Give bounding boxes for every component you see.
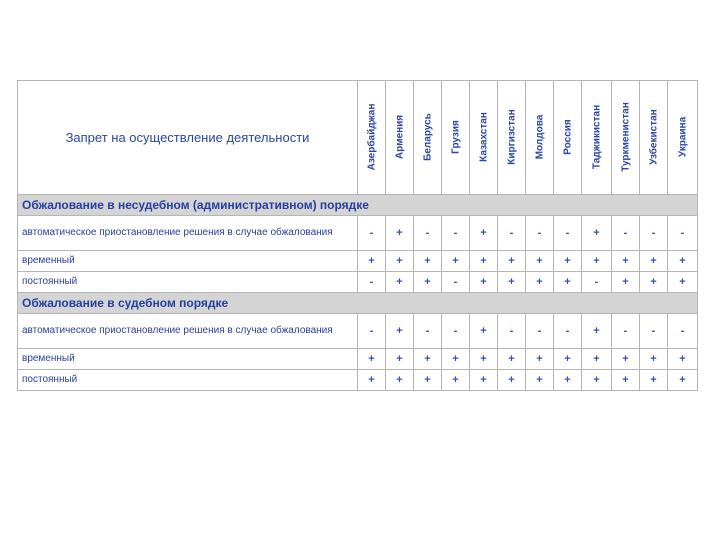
value-cell: + (554, 349, 582, 370)
value-cell: - (526, 216, 554, 251)
value-cell: + (612, 272, 640, 293)
value-cell: + (554, 251, 582, 272)
value-cell: - (668, 216, 698, 251)
value-cell: + (386, 216, 414, 251)
value-cell: - (358, 216, 386, 251)
value-cell: + (582, 251, 612, 272)
row-label: временный (18, 349, 358, 370)
value-cell: - (442, 272, 470, 293)
country-label: Молдова (534, 114, 545, 160)
value-cell: + (554, 370, 582, 391)
country-label: Грузия (450, 120, 461, 154)
row-label: постоянный (18, 272, 358, 293)
country-header (470, 81, 498, 195)
section-heading: Обжалование в судебном порядке (18, 293, 698, 314)
country-header (414, 81, 442, 195)
value-cell: + (386, 314, 414, 349)
country-label: Узбекистан (648, 109, 659, 165)
value-cell: + (442, 349, 470, 370)
value-cell: - (612, 314, 640, 349)
value-cell: + (470, 272, 498, 293)
country-label: Беларусь (422, 113, 433, 161)
country-header (668, 81, 698, 195)
value-cell: + (526, 251, 554, 272)
value-cell: - (358, 272, 386, 293)
value-cell: + (386, 272, 414, 293)
row-label: временный (18, 251, 358, 272)
value-cell: - (668, 314, 698, 349)
value-cell: + (668, 349, 698, 370)
value-cell: - (414, 314, 442, 349)
country-header (442, 81, 470, 195)
value-cell: + (442, 251, 470, 272)
value-cell: + (470, 314, 498, 349)
value-cell: + (498, 370, 526, 391)
country-header (498, 81, 526, 195)
country-label: Украина (677, 116, 688, 158)
value-cell: + (358, 251, 386, 272)
value-cell: - (442, 216, 470, 251)
header-row (18, 81, 698, 195)
value-cell: + (668, 251, 698, 272)
table-row (18, 272, 698, 293)
value-cell: - (442, 314, 470, 349)
value-cell: + (498, 349, 526, 370)
table-row (18, 370, 698, 391)
value-cell: + (640, 272, 668, 293)
row-label: автоматическое приостановление решения в случае обжалования (18, 314, 358, 349)
value-cell: + (442, 370, 470, 391)
value-cell: + (470, 216, 498, 251)
value-cell: + (612, 370, 640, 391)
value-cell: - (414, 216, 442, 251)
value-cell: + (668, 272, 698, 293)
country-label: Армения (394, 114, 405, 160)
value-cell: + (554, 272, 582, 293)
country-header (582, 81, 612, 195)
table-title: Запрет на осуществление деятельности (18, 81, 358, 195)
value-cell: + (612, 251, 640, 272)
table-row (18, 314, 698, 349)
value-cell: + (582, 314, 612, 349)
value-cell: - (554, 216, 582, 251)
value-cell: + (470, 349, 498, 370)
value-cell: + (386, 251, 414, 272)
value-cell: - (582, 272, 612, 293)
value-cell: - (640, 314, 668, 349)
value-cell: + (582, 370, 612, 391)
country-label: Киргизстан (506, 109, 517, 165)
value-cell: + (526, 349, 554, 370)
section-heading: Обжалование в несудебном (административном) порядке (18, 195, 698, 216)
value-cell: - (640, 216, 668, 251)
value-cell: + (612, 349, 640, 370)
value-cell: + (414, 370, 442, 391)
country-label: Азербайджан (366, 103, 377, 171)
value-cell: + (526, 370, 554, 391)
row-label: автоматическое приостановление решения в случае обжалования (18, 216, 358, 251)
value-cell: - (498, 314, 526, 349)
country-header (386, 81, 414, 195)
value-cell: - (554, 314, 582, 349)
country-header (554, 81, 582, 195)
value-cell: + (640, 370, 668, 391)
value-cell: + (498, 272, 526, 293)
country-label: Таджикистан (591, 104, 602, 170)
section-row (18, 293, 698, 314)
table-row (18, 216, 698, 251)
value-cell: + (386, 349, 414, 370)
table-row (18, 349, 698, 370)
value-cell: + (414, 251, 442, 272)
row-label: постоянный (18, 370, 358, 391)
value-cell: + (668, 370, 698, 391)
value-cell: - (526, 314, 554, 349)
value-cell: + (470, 251, 498, 272)
value-cell: + (582, 216, 612, 251)
value-cell: + (470, 370, 498, 391)
value-cell: + (386, 370, 414, 391)
country-label: Казахстан (478, 112, 489, 162)
value-cell: + (640, 349, 668, 370)
country-header (612, 81, 640, 195)
country-header (640, 81, 668, 195)
country-header (526, 81, 554, 195)
country-header (358, 81, 386, 195)
value-cell: + (526, 272, 554, 293)
value-cell: + (358, 349, 386, 370)
value-cell: + (358, 370, 386, 391)
value-cell: - (498, 216, 526, 251)
value-cell: - (612, 216, 640, 251)
country-label: Туркменистан (620, 102, 631, 172)
section-row (18, 195, 698, 216)
value-cell: + (640, 251, 668, 272)
value-cell: + (582, 349, 612, 370)
comparison-table (17, 80, 698, 391)
value-cell: + (414, 349, 442, 370)
country-label: Россия (562, 119, 573, 155)
value-cell: + (498, 251, 526, 272)
value-cell: + (414, 272, 442, 293)
table-row (18, 251, 698, 272)
value-cell: - (358, 314, 386, 349)
